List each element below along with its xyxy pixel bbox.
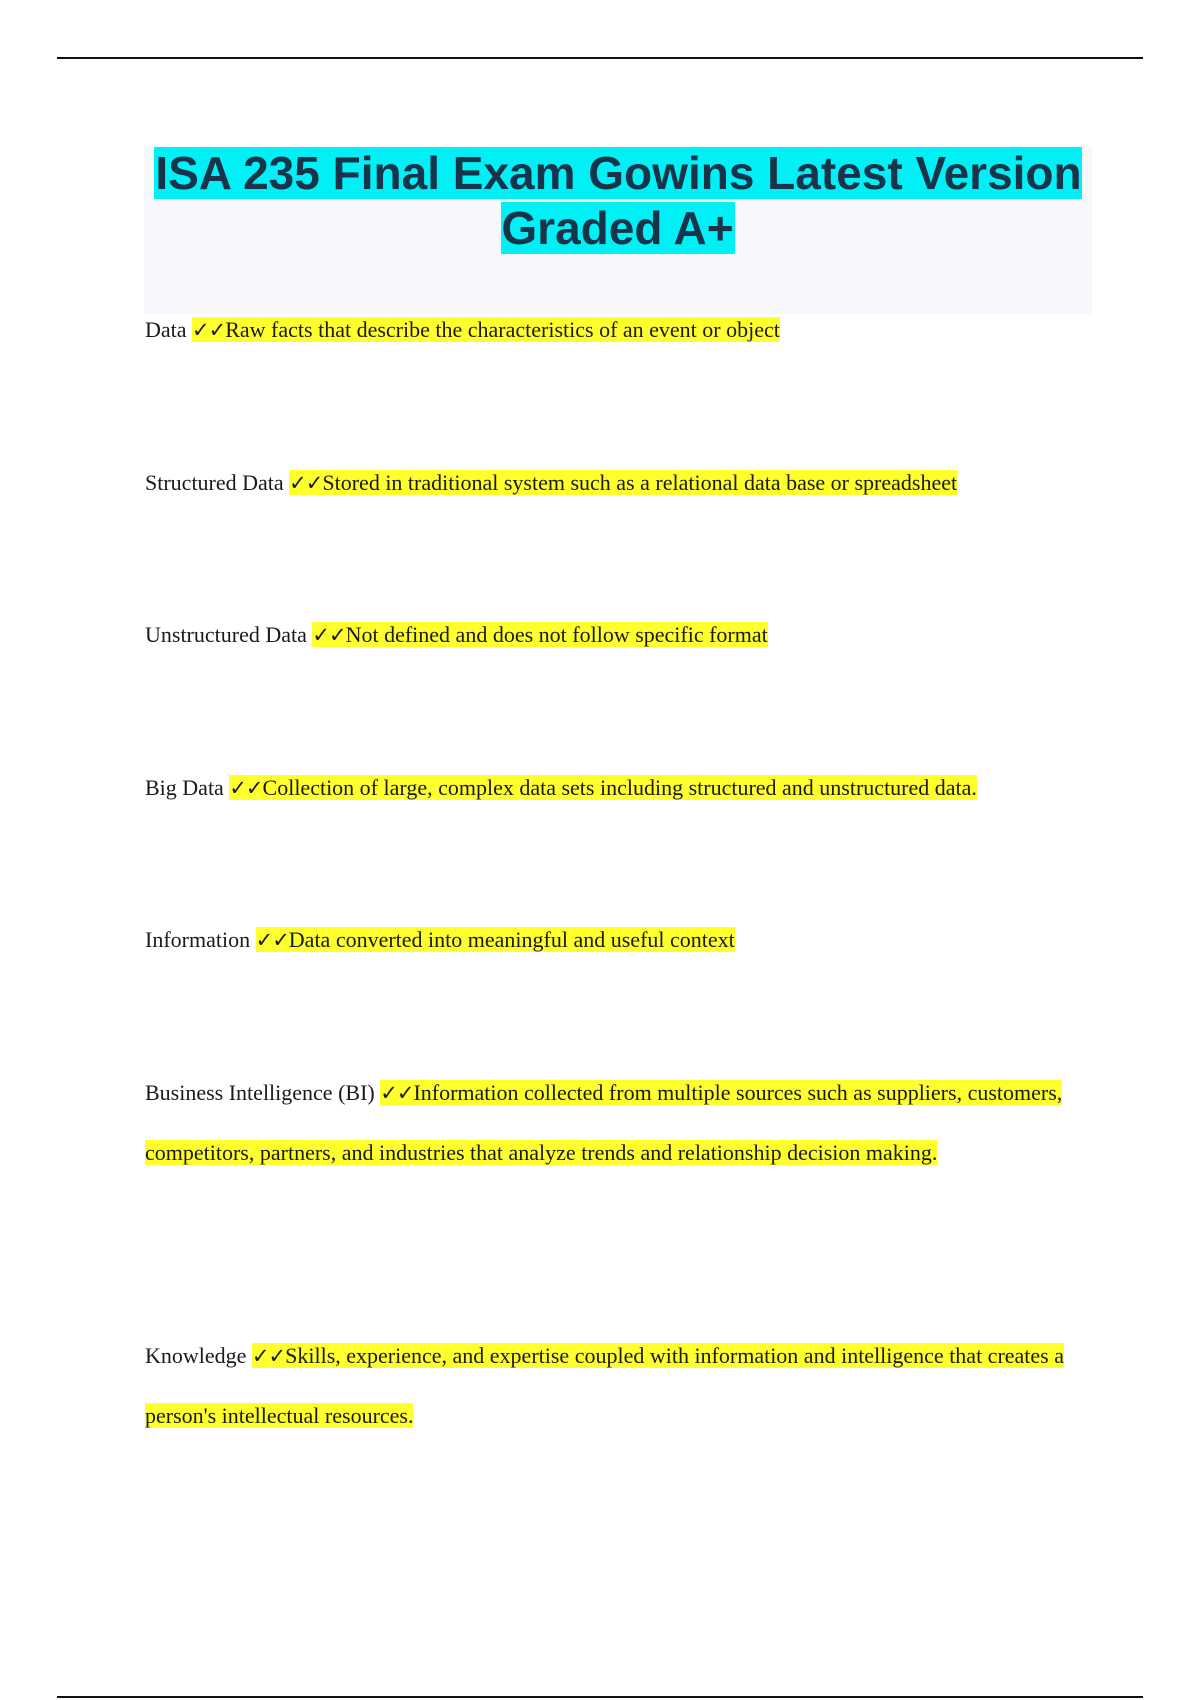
entry-definition: Raw facts that describe the characteristics of an event or object <box>225 317 780 342</box>
entry-data <box>145 316 1085 344</box>
check-icon: ✓✓ <box>289 471 323 495</box>
entry-definition-highlight <box>192 317 780 342</box>
check-icon: ✓✓ <box>229 776 263 800</box>
entry-term: Knowledge <box>145 1343 247 1368</box>
entry-term: Unstructured Data <box>145 622 307 647</box>
document-title-text: ISA 235 Final Exam Gowins Latest Version Graded A+ <box>155 147 1082 254</box>
entry-information <box>145 926 1085 954</box>
check-icon: ✓✓ <box>255 928 289 952</box>
entry-definition: Collection of large, complex data sets including structured and unstructured data. <box>262 775 977 800</box>
entry-term: Structured Data <box>145 470 284 495</box>
footer-rule <box>57 1696 1143 1698</box>
entry-term: Data <box>145 317 187 342</box>
entry-definition-highlight <box>229 775 977 800</box>
check-icon: ✓✓ <box>380 1081 414 1105</box>
entry-big-data <box>145 774 1085 802</box>
entry-definition-highlight <box>312 622 767 647</box>
check-icon: ✓✓ <box>192 318 226 342</box>
entry-business-intelligence <box>145 1063 1085 1182</box>
entry-definition-highlight <box>145 1343 1064 1428</box>
entry-term: Big Data <box>145 775 224 800</box>
entry-definition: Stored in traditional system such as a relational data base or spreadsheet <box>322 470 958 495</box>
check-icon: ✓✓ <box>251 1344 286 1368</box>
entry-definition: Data converted into meaningful and useful context <box>288 927 735 952</box>
entry-structured-data <box>145 469 1085 497</box>
document-title <box>144 146 1092 256</box>
entry-definition: Information collected from multiple sources such as suppliers, customers, competitors, partners, and industries that analyze trends and relationship decision making. <box>145 1080 1063 1165</box>
entry-definition: Skills, experience, and expertise coupled with information and intelligence that creates a person's intellectual resources. <box>145 1343 1065 1428</box>
check-icon: ✓✓ <box>312 623 346 647</box>
entry-unstructured-data <box>145 621 1085 649</box>
entry-term: Information <box>145 927 251 952</box>
entry-term: Business Intelligence (BI) <box>145 1080 375 1105</box>
entry-knowledge <box>145 1326 1085 1445</box>
header-rule <box>57 57 1143 59</box>
entry-definition: Not defined and does not follow specific format <box>345 622 768 647</box>
entry-definition-highlight <box>256 927 735 952</box>
entry-definition-highlight <box>289 470 957 495</box>
